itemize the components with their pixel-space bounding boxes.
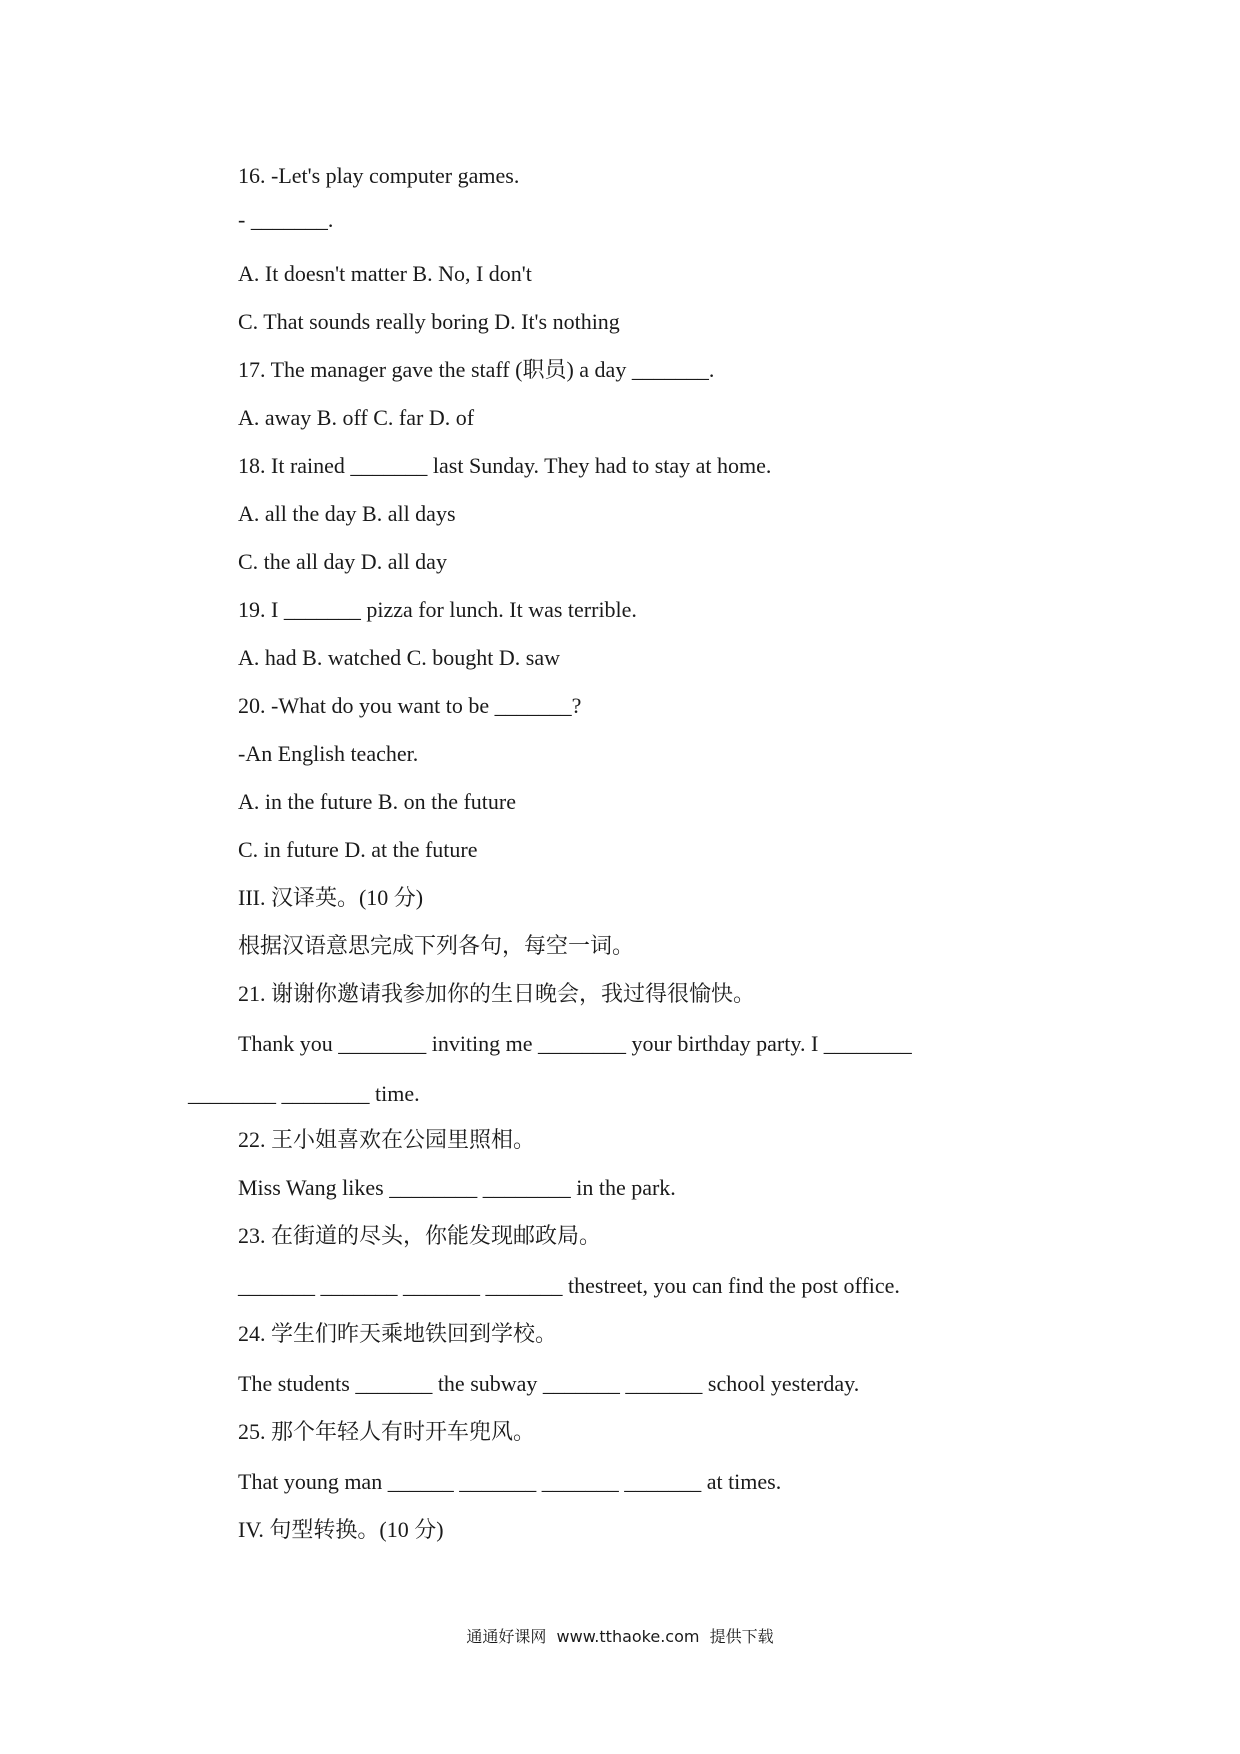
page-footer: 通通好课网 www.tthaoke.com 提供下载 [466, 1627, 774, 1646]
question-21-chinese: 21. 谢谢你邀请我参加你的生日晚会，我过得很愉快。 [238, 981, 756, 1006]
question-23-chinese: 23. 在街道的尽头，你能发现邮政局。 [238, 1223, 602, 1248]
question-16-options-cd: C. That sounds really boring D. It's nothing [238, 309, 620, 334]
question-16-options-ab: A. It doesn't matter B. No, I don't [238, 261, 532, 286]
question-17-prompt: 17. The manager gave the staff (职员) a day _______. [238, 357, 715, 382]
section-iii-instructions: 根据汉语意思完成下列各句，每空一词。 [238, 933, 635, 958]
question-25-english: That young man ______ _______ _______ _______ at times. [238, 1469, 782, 1494]
question-22-chinese: 22. 王小姐喜欢在公园里照相。 [238, 1127, 536, 1152]
section-iv-heading: IV. 句型转换。(10 分) [238, 1517, 444, 1542]
question-16-prompt: 16. -Let's play computer games. [238, 163, 520, 188]
question-20-response: -An English teacher. [238, 741, 419, 766]
question-22-english: Miss Wang likes ________ ________ in the park. [238, 1175, 676, 1200]
section-iii-heading: III. 汉译英。(10 分) [238, 885, 424, 910]
question-18-options-cd: C. the all day D. all day [238, 549, 447, 574]
question-20-options-cd: C. in future D. at the future [238, 837, 478, 862]
question-21-english: Thank you ________ inviting me ________ your birthday party. I ________ [238, 1031, 912, 1056]
question-20-prompt: 20. -What do you want to be _______? [238, 693, 582, 718]
question-18-options-ab: A. all the day B. all days [238, 501, 456, 526]
question-24-english: The students _______ the subway _______ _______ school yesterday. [238, 1371, 860, 1396]
question-21-english-continued: ________ ________ time. [188, 1081, 420, 1106]
question-20-options-ab: A. in the future B. on the future [238, 789, 516, 814]
question-24-chinese: 24. 学生们昨天乘地铁回到学校。 [238, 1321, 558, 1346]
question-18-prompt: 18. It rained _______ last Sunday. They had to stay at home. [238, 453, 772, 478]
question-19-prompt: 19. I _______ pizza for lunch. It was terrible. [238, 597, 637, 622]
question-17-options: A. away B. off C. far D. of [238, 405, 475, 430]
question-16-response: - _______. [238, 207, 334, 232]
question-25-chinese: 25. 那个年轻人有时开车兜风。 [238, 1419, 536, 1444]
question-23-english: _______ _______ _______ _______ thestreet, you can find the post office. [238, 1273, 900, 1298]
question-19-options: A. had B. watched C. bought D. saw [238, 645, 561, 670]
